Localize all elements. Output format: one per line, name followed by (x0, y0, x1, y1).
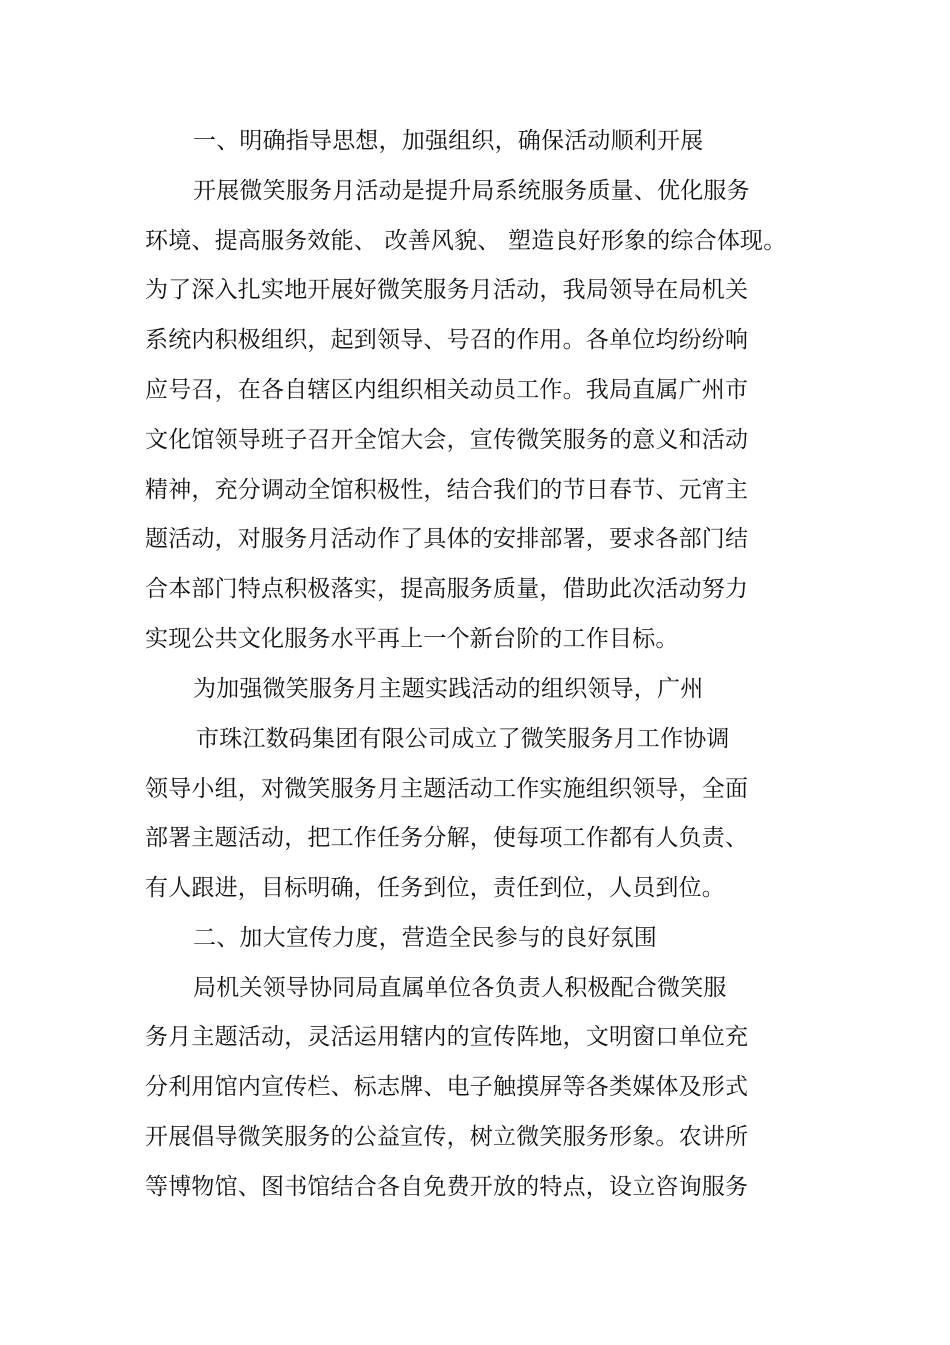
paragraph-line: 务月主题活动，灵活运用辖内的宣传阵地，文明窗口单位充 (145, 1024, 749, 1050)
paragraph-line: 部署主题活动，把工作任务分解，使每项工作都有人负责、 (145, 825, 749, 851)
paragraph-line: 为了深入扎实地开展好微笑服务月活动，我局领导在局机关 (145, 277, 749, 303)
paragraph-line: 应号召，在各自辖区内组织相关动员工作。我局直属广州市 (145, 377, 749, 403)
paragraph-line: 系统内积极组织，起到领导、号召的作用。各单位均纷纷响 (145, 327, 749, 353)
section-heading-2: 二、加大宣传力度，营造全民参与的良好氛围 (193, 925, 657, 951)
paragraph-line: 局机关领导协同局直属单位各负责人积极配合微笑服 (193, 975, 727, 1001)
paragraph-line: 实现公共文化服务水平再上一个新台阶的工作目标。 (145, 626, 679, 652)
paragraph-line: 精神，充分调动全馆积极性，结合我们的节日春节、元宵主 (145, 477, 749, 503)
paragraph-line: 合本部门特点积极落实，提高服务质量，借助此次活动努力 (145, 576, 749, 602)
paragraph-line: 领导小组，对微笑服务月主题活动工作实施组织领导，全面 (145, 776, 749, 802)
paragraph-line: 文化馆领导班子召开全馆大会，宣传微笑服务的意义和活动 (145, 427, 749, 453)
paragraph-line: 开展倡导微笑服务的公益宣传，树立微笑服务形象。农讲所 (145, 1124, 749, 1150)
paragraph-line: 为加强微笑服务月主题实践活动的组织领导，广州 (193, 676, 704, 702)
paragraph-line: 有人跟进，目标明确，任务到位，责任到位，人员到位。 (145, 875, 725, 901)
paragraph-line: 等博物馆、图书馆结合各自免费开放的特点，设立咨询服务 (145, 1174, 749, 1200)
paragraph-line: 分利用馆内宣传栏、标志牌、电子触摸屏等各类媒体及形式 (145, 1074, 749, 1100)
paragraph-line: 开展微笑服务月活动是提升局系统服务质量、优化服务 (193, 178, 750, 204)
paragraph-line: 市珠江数码集团有限公司成立了微笑服务月工作协调 (196, 726, 730, 752)
section-heading-1: 一、明确指导思想，加强组织，确保活动顺利开展 (193, 128, 704, 154)
paragraph-line: 题活动，对服务月活动作了具体的安排部署，要求各部门结 (145, 526, 749, 552)
paragraph-line: 环境、提高服务效能、 改善风貌、 塑造良好形象的综合体现。 (145, 228, 787, 254)
